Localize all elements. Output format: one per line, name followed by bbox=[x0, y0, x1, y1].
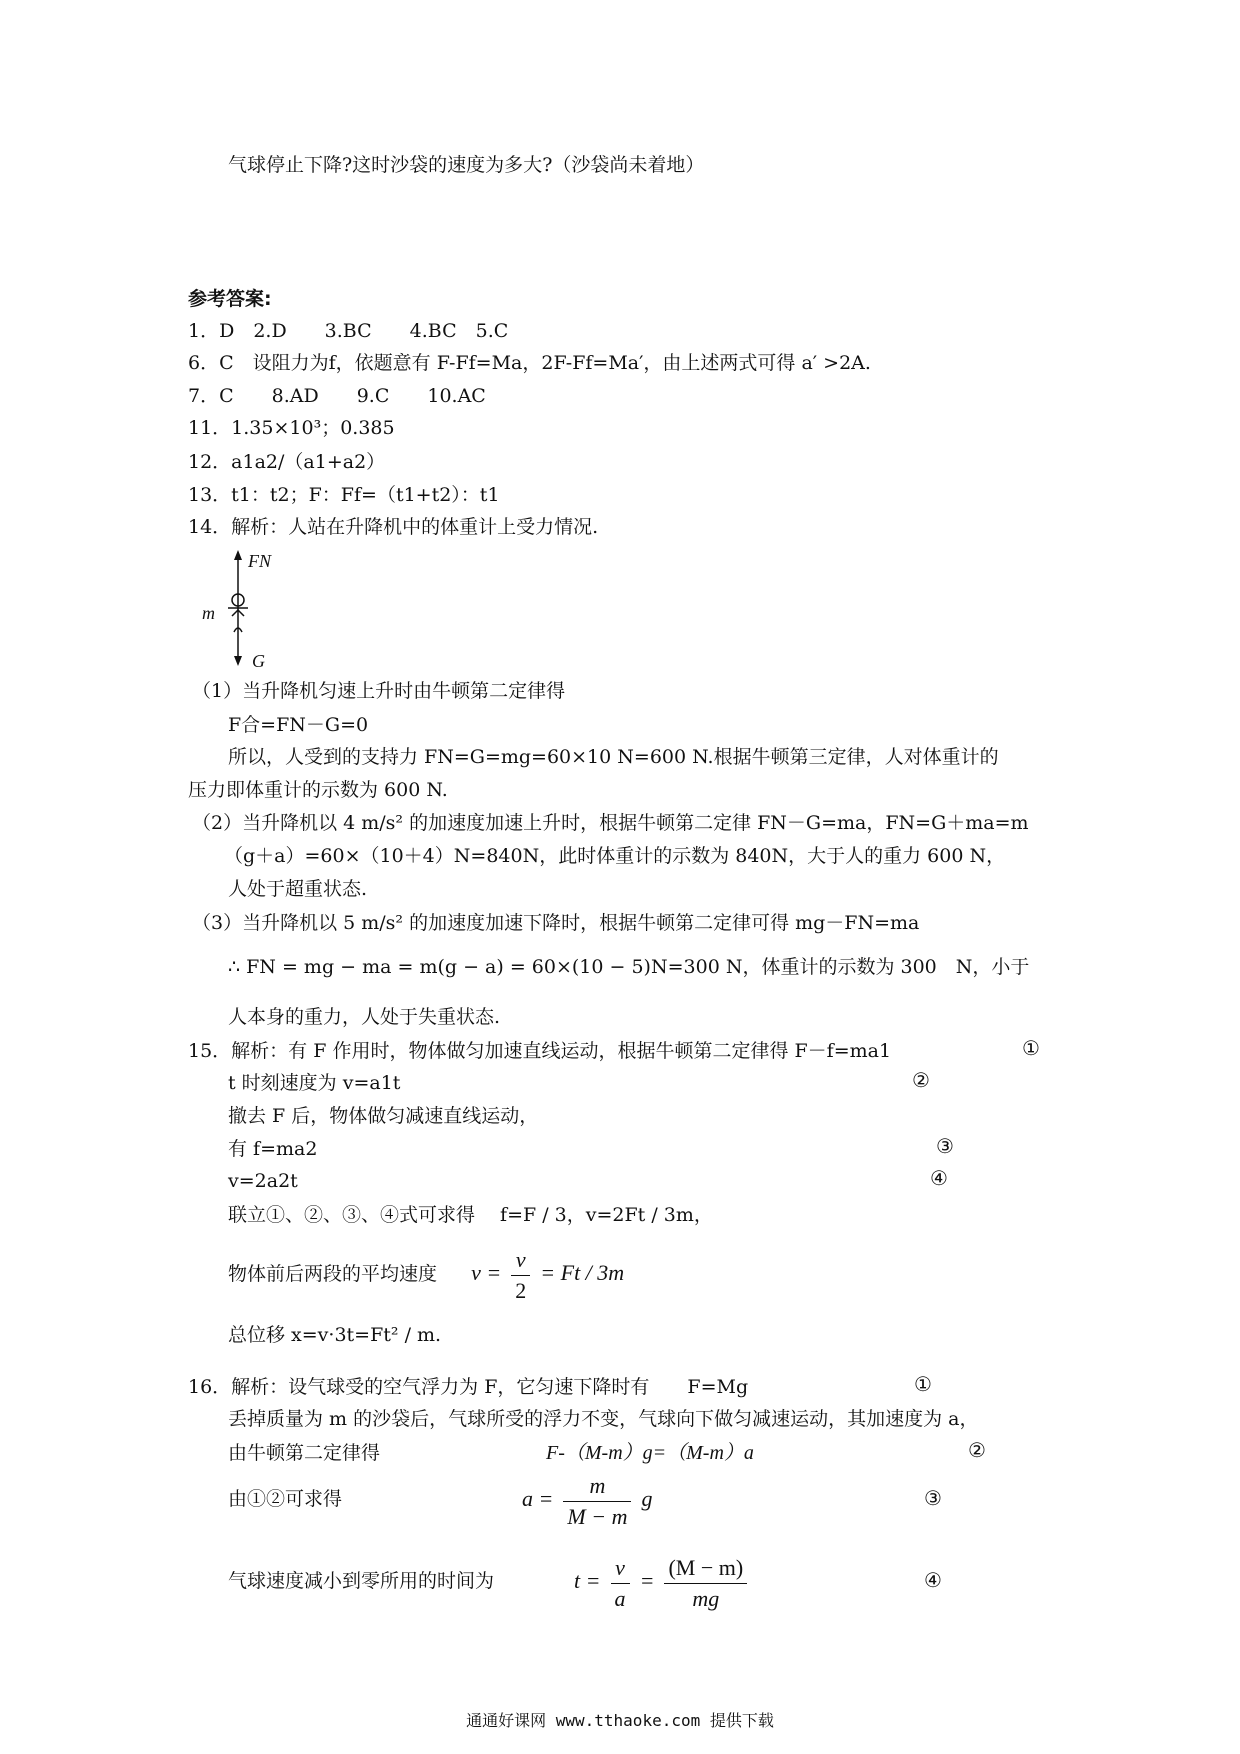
q14-part2-b: （g＋a）=60×（10＋4）N=840N，此时体重计的示数为 840N，大于人的重力 600 N， bbox=[224, 845, 1006, 867]
q16-mark-3: ③ bbox=[924, 1486, 942, 1510]
q15-line-5: v=2a2t bbox=[228, 1170, 298, 1192]
q16-line-5 bbox=[228, 1548, 744, 1614]
q16-l5-fraction-2 bbox=[664, 1553, 747, 1614]
q16-l4-fraction bbox=[563, 1471, 631, 1532]
q14-part1-equation: F合=FN－G=0 bbox=[228, 714, 369, 736]
top-question-text: 气球停止下降?这时沙袋的速度为多大?（沙袋尚未着地） bbox=[228, 154, 705, 176]
diagram-label-fn: FN bbox=[248, 551, 272, 571]
answer-line-11: 11．1.35×10³；0.385 bbox=[188, 417, 395, 439]
answer-line-6: 6．C 设阻力为f，依题意有 F-Ff=Ma，2F-Ff=Ma′，由上述两式可得 a′ >2A. bbox=[188, 352, 871, 374]
q14-part3-equation: ∴ FN = mg − ma = m(g − a) = 60×(10 − 5)N=300 N，体重计的示数为 300 N，小于 bbox=[228, 956, 1030, 978]
answers-heading: 参考答案: bbox=[188, 288, 272, 310]
q15-mark-3: ③ bbox=[936, 1134, 954, 1158]
q16-mark-1: ① bbox=[914, 1372, 932, 1396]
diagram-label-g: G bbox=[252, 651, 265, 671]
q15-line-1: 15．解析：有 F 作用时，物体做匀加速直线运动，根据牛顿第二定律得 F－f=ma1 bbox=[188, 1040, 892, 1062]
q16-l3-label: 由牛顿第二定律得 bbox=[228, 1442, 381, 1464]
q15-avg-rhs: = Ft / 3m bbox=[540, 1260, 625, 1285]
q14-part1-text-a: 所以，人受到的支持力 FN=G=mg=60×10 N=600 N.根据牛顿第三定律，人对体重计的 bbox=[228, 746, 999, 768]
q16-l4-rhs: g bbox=[641, 1486, 653, 1511]
q16-l5-denominator-2: mg bbox=[692, 1585, 720, 1611]
q15-line-8: 总位移 x=v·3t=Ft² / m. bbox=[228, 1324, 442, 1346]
q14-part2-c: 人处于超重状态. bbox=[228, 878, 368, 900]
q16-mark-4: ④ bbox=[924, 1568, 942, 1592]
answer-line-13: 13．t1：t2；F：Ff=（t1+t2）：t1 bbox=[188, 484, 500, 506]
q16-l5-numerator-1: v bbox=[611, 1553, 630, 1584]
q16-mark-2: ② bbox=[968, 1438, 986, 1462]
q16-l4-lhs: a = bbox=[522, 1486, 554, 1511]
q16-l5-lhs: t = bbox=[574, 1568, 601, 1593]
q14-part3-c: 人本身的重力，人处于失重状态. bbox=[228, 1006, 501, 1028]
q16-l5-equals: = bbox=[639, 1568, 655, 1593]
q16-l4-label: 由①②可求得 bbox=[228, 1488, 343, 1510]
q15-average-velocity bbox=[228, 1240, 624, 1307]
q15-avg-denominator: 2 bbox=[515, 1277, 527, 1303]
q14-part3-a: （3）当升降机以 5 m/s² 的加速度加速下降时，根据牛顿第二定律可得 mg－FN=ma bbox=[192, 912, 920, 934]
q15-line-3: 撤去 F 后，物体做匀减速直线运动， bbox=[228, 1105, 539, 1127]
answer-line-1: 1．D 2.D 3.BC 4.BC 5.C bbox=[188, 320, 509, 342]
q15-avg-fraction bbox=[511, 1245, 530, 1306]
q16-line-2: 丢掉质量为 m 的沙袋后，气球所受的浮力不变，气球向下做匀减速运动，其加速度为 a， bbox=[228, 1408, 979, 1430]
q16-l4-numerator: m bbox=[563, 1471, 631, 1502]
q15-line-4: 有 f=ma2 bbox=[228, 1138, 318, 1160]
answer-line-7: 7．C 8.AD 9.C 10.AC bbox=[188, 385, 486, 407]
q16-l5-label: 气球速度减小到零所用的时间为 bbox=[228, 1570, 495, 1592]
q16-line-1: 16．解析：设气球受的空气浮力为 F，它匀速下降时有 F=Mg bbox=[188, 1376, 749, 1398]
q15-line-6: 联立①、②、③、④式可求得 f=F / 3，v=2Ft / 3m， bbox=[228, 1204, 713, 1226]
q15-avg-lhs: v = bbox=[471, 1260, 502, 1285]
q14-part1-title: （1）当升降机匀速上升时由牛顿第二定律得 bbox=[192, 680, 566, 702]
q15-avg-numerator: v bbox=[511, 1245, 530, 1276]
q16-l5-denominator-1: a bbox=[614, 1585, 626, 1611]
q15-mark-4: ④ bbox=[930, 1166, 948, 1190]
q16-line-3 bbox=[228, 1440, 754, 1466]
q14-part1-text-b: 压力即体重计的示数为 600 N. bbox=[188, 779, 448, 801]
q15-line-2: t 时刻速度为 v=a1t bbox=[228, 1072, 401, 1094]
q15-mark-2: ② bbox=[912, 1068, 930, 1092]
q15-avg-label: 物体前后两段的平均速度 bbox=[228, 1263, 438, 1285]
q16-l3-equation: F-（M-m）g=（M-m）a bbox=[546, 1442, 754, 1464]
q15-mark-1: ① bbox=[1022, 1036, 1040, 1060]
q16-l5-numerator-2: (M − m) bbox=[664, 1553, 747, 1584]
answer-line-14: 14．解析：人站在升降机中的体重计上受力情况. bbox=[188, 516, 599, 538]
q16-l4-denominator: M − m bbox=[567, 1503, 628, 1529]
q16-line-4 bbox=[228, 1466, 653, 1532]
q16-l5-fraction-1 bbox=[611, 1553, 630, 1614]
answer-line-12: 12．a1a2/（a1+a2） bbox=[188, 451, 386, 473]
footer-credit: 通通好课网 www.tthaoke.com 提供下载 bbox=[466, 1711, 774, 1730]
diagram-label-m: m bbox=[202, 603, 215, 623]
q14-part2-a: （2）当升降机以 4 m/s² 的加速度加速上升时，根据牛顿第二定律 FN－G=ma，FN=G＋ma=m bbox=[192, 812, 1029, 834]
